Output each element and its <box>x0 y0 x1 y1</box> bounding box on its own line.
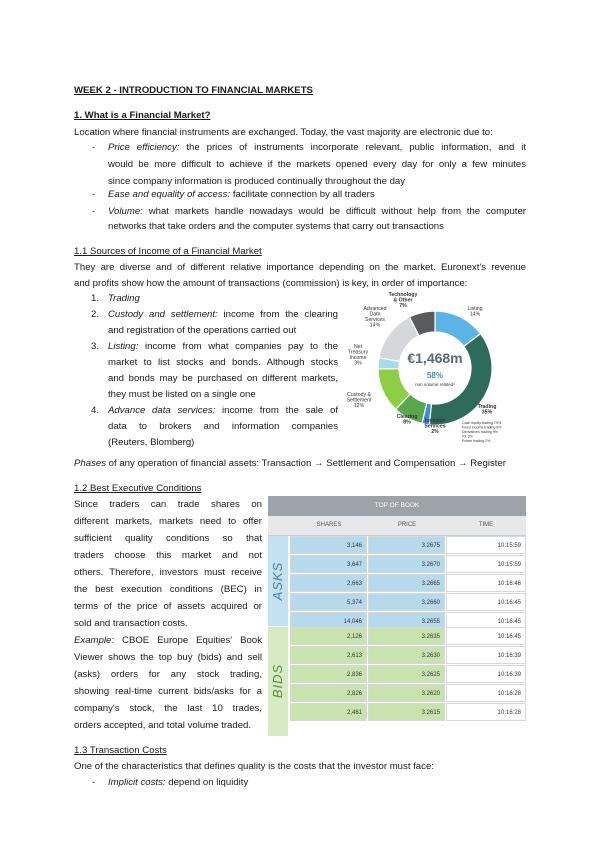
bec-text-line: terms of the price of assets acquired or <box>74 601 262 612</box>
phases-line: Phases of any operation of financial assets: Transaction → Settlement and Compensation → Register <box>74 458 506 469</box>
bec-text-line: different markets, markets need to offer <box>74 516 262 527</box>
income-item-line: data to brokers and information companies <box>108 421 338 432</box>
asks-label: ASKS <box>270 561 285 601</box>
income-item-line: and registration of the operations carried out <box>108 325 297 336</box>
col-shares: SHARES <box>316 522 342 528</box>
asks-time-cell: 10:16:45 <box>446 593 526 611</box>
revenue-donut-chart <box>335 290 525 450</box>
bids-time-cell: 10:16:45 <box>446 627 526 645</box>
example-line: company's stock, the last 10 trades, <box>74 703 262 714</box>
asks-row <box>290 555 526 573</box>
bids-band <box>268 627 288 736</box>
bullet-ease-of-access: Ease and equality of access: facilitate connection by all traders <box>108 189 375 200</box>
section-1-1-intro-line: and profits show how the amount of transactions (commission) is key, in order of importance: <box>74 278 468 289</box>
label-clearing: Clearing 8% <box>396 414 418 426</box>
income-item-trading: Trading <box>108 293 140 304</box>
bids-row <box>290 703 526 721</box>
bullet-dash: - <box>92 189 96 200</box>
income-item-line: they must be listed on a single one <box>108 389 256 400</box>
trading-breakdown <box>462 421 502 443</box>
bids-time-cell: 10:16:39 <box>446 646 526 664</box>
bids-price-cell: 3.2625 <box>368 665 445 683</box>
income-item-advance-data: Advance data services: income from the sale of <box>108 405 338 416</box>
bullet-text-line: would be more difficult to achieve if the markets opened every day for only a few minutes <box>108 159 526 170</box>
asks-price-cell: 3.2665 <box>368 574 445 592</box>
document-heading: WEEK 2 - INTRODUCTION TO FINANCIAL MARKETS <box>74 85 313 96</box>
bids-price-cell: 3.2620 <box>368 684 445 702</box>
bids-shares-cell: 2,826 <box>290 684 367 702</box>
asks-price-cell: 3.2655 <box>368 612 445 630</box>
bullet-implicit-costs: Implicit costs: depend on liquidity <box>108 777 249 788</box>
bullet-text-line: networks that take orders and the computer systems that carry out transactions <box>108 221 444 232</box>
asks-price-cell: 3.2670 <box>368 555 445 573</box>
asks-band <box>268 536 288 626</box>
bids-shares-cell: 2,613 <box>290 646 367 664</box>
asks-time-cell: 10:16:45 <box>446 612 526 630</box>
example-line: Example: CBOE Europe Equities' Book <box>74 635 262 646</box>
example-line: showing real-time current bids/asks for a <box>74 686 262 697</box>
breakdown-line: Power trading 2% <box>462 439 491 443</box>
bids-price-cell: 3.2615 <box>368 703 445 721</box>
bec-text-line: others. Therefore, investors must receive <box>74 567 262 578</box>
asks-time-cell: 10:15:59 <box>446 536 526 554</box>
bids-row <box>290 665 526 683</box>
section-1-3-title: 1.3 Transaction Costs <box>74 745 167 756</box>
bids-row <box>290 684 526 702</box>
section-1-intro: Location where financial instruments are exchanged. Today, the vast majority are electronic due to: <box>74 127 493 138</box>
income-item-line: market to list stocks and bonds. Although stocks <box>108 357 338 368</box>
bec-text-line: Since traders can trade shares on <box>74 499 262 510</box>
income-item-custody: Custody and settlement: income from the clearing <box>108 309 338 320</box>
asks-price-cell: 3.2675 <box>368 536 445 554</box>
asks-row <box>290 536 526 554</box>
bids-label: BIDS <box>270 663 285 699</box>
asks-shares-cell: 3,647 <box>290 555 367 573</box>
income-item-listing: Listing: income from what companies pay to the <box>108 341 338 352</box>
asks-time-cell: 10:15:59 <box>446 555 526 573</box>
bids-shares-cell: 2,461 <box>290 703 367 721</box>
bids-row <box>290 627 526 645</box>
label-advanced-data: Advanced Data Services 14% <box>363 306 387 329</box>
col-price: PRICE <box>397 522 417 528</box>
asks-shares-cell: 3,146 <box>290 536 367 554</box>
col-time: TIME <box>478 522 494 528</box>
section-1-2-title: 1.2 Best Executive Conditions <box>74 483 202 494</box>
breakdown-line: Cash equity trading 79% <box>462 421 502 425</box>
bullet-volume: Volume: what markets handle nowadays would be difficult without help from the computer <box>108 206 526 217</box>
breakdown-line: Fixed income trading 8% <box>462 425 502 430</box>
asks-shares-cell: 2,663 <box>290 574 367 592</box>
income-item-line: and bonds may be purchased on different markets, <box>108 373 338 384</box>
donut-center-sub: non volume related¹ <box>415 382 455 387</box>
bids-price-cell: 3.2630 <box>368 646 445 664</box>
bids-shares-cell: 2,836 <box>290 665 367 683</box>
bids-time-cell: 10:16:28 <box>446 703 526 721</box>
bullet-price-efficiency: Price efficiency: the prices of instruments incorporate relevant, public information, and it <box>108 142 527 153</box>
book-title: TOP OF BOOK <box>268 496 526 516</box>
asks-row <box>290 593 526 611</box>
example-line: (asks) orders for any stock trading, <box>74 669 262 680</box>
example-line: Viewer shows the top buy (bids) and sell <box>74 652 262 663</box>
book-header-row <box>268 516 526 536</box>
list-number: 4. <box>91 405 100 416</box>
asks-shares-cell: 14,046 <box>290 612 367 630</box>
bec-text-line: sufficient quality conditions so that <box>74 533 262 544</box>
section-1-1-title: 1.1 Sources of Income of a Financial Market <box>74 246 262 257</box>
bids-time-cell: 10:16:28 <box>446 684 526 702</box>
top-of-book-table <box>268 496 526 736</box>
section-1-title: 1. What is a Financial Market? <box>74 110 211 121</box>
asks-shares-cell: 5,374 <box>290 593 367 611</box>
section-1-3-intro: One of the characteristics that defines quality is the costs that the investor must face: <box>74 761 434 772</box>
bullet-dash: - <box>92 777 96 788</box>
donut-center-percent: 58% <box>426 371 444 380</box>
label-net-treasury: Net Treasury Income 3% <box>347 344 369 367</box>
breakdown-line: Derivatives trading 9% <box>462 430 498 434</box>
bec-text-line: traders choose this market and not <box>74 550 262 561</box>
bullet-dash: - <box>92 142 96 153</box>
bids-price-cell: 3.2635 <box>368 627 445 645</box>
label-custody: Custody & Settlement 12% <box>346 392 372 409</box>
bids-row <box>290 646 526 664</box>
bec-text-line: the best execution conditions (BEC) in <box>74 584 262 595</box>
asks-row <box>290 574 526 592</box>
label-investor-services: Investor Services 2% <box>424 418 446 435</box>
asks-price-cell: 3.2660 <box>368 593 445 611</box>
label-trading: Trading 35% <box>477 404 497 416</box>
bids-time-cell: 10:16:39 <box>446 665 526 683</box>
bullet-text-line: since company information is produced continually throughout the day <box>108 176 406 187</box>
income-item-line: (Reuters, Blomberg) <box>108 437 195 448</box>
breakdown-line: FX 3% <box>462 434 473 439</box>
bullet-dash: - <box>92 206 96 217</box>
list-number: 2. <box>91 309 100 320</box>
example-line: orders accepted, and total volume traded. <box>74 720 252 731</box>
donut-center-value: €1,468m <box>407 350 463 366</box>
list-number: 3. <box>91 341 100 352</box>
list-number: 1. <box>91 293 100 304</box>
asks-time-cell: 10:16:46 <box>446 574 526 592</box>
bec-text-line: sold and transaction costs. <box>74 618 188 629</box>
section-1-1-intro-line: They are diverse and of different relative importance depending on the market. Euronext's revenue <box>74 262 526 273</box>
label-listing: Listing 14% <box>467 306 483 318</box>
label-tech: Technology & Other 7% <box>388 292 418 309</box>
bids-shares-cell: 2,126 <box>290 627 367 645</box>
